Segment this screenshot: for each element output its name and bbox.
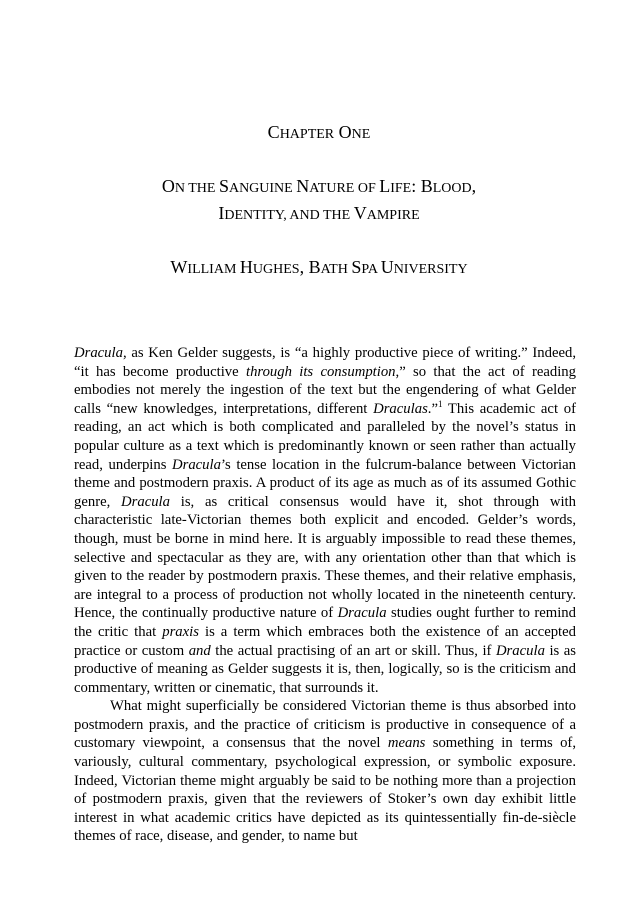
chapter-title [0,174,638,228]
chapter-title-line-1: ON THE SANGUINE NATURE OF LIFE: BLOOD, [161,176,477,196]
author-affiliation: WILLIAM HUGHES, BATH SPA UNIVERSITY [170,257,468,277]
chapter-label: CHAPTER ONE [267,122,371,142]
chapter-title-line-2: IDENTITY, AND THE VAMPIRE [218,203,420,223]
body-text [74,344,576,846]
footnote-marker: 1 [437,398,443,409]
paragraph-2: What might superficially be considered Victorian theme is thus absorbed into postmodern praxis, and the practice of criticism is productive in consequence of a customary viewpoint, a consensus that the novel means something in terms of, variously, cultural commentary, psychological expression, or symbolic exposure. Indeed, Victorian theme might arguably be said to be nothing more than a projection of postmodern praxis, given that the reviewers of Stoker’s own day exhibit little interest in what academic critics have depicted as its quintessentially fin-de-siècle themes of race, disease, and gender, to name but [74,698,576,845]
paragraph-1: Dracula, as Ken Gelder suggests, is “a highly productive piece of writing.” Indeed, “it has become productive through its consumption,” so that the act of reading embodies not merely the ingestion of the text but the engendering of what Gelder calls “new knowledges, interpretations, different Draculas.”$^1$ This academic act of reading, an act which is both complicated and paralleled by the novel’s status in popular culture as a text which is predominantly known or seen rather than actually read, underpins Dracula’s tense location in the fulcrum-balance between Victorian theme and postmodern praxis. A product of its age as much as of its assumed Gothic genre, Dracula is, as critical consensus would have it, shot through with characteristic late-Victorian themes both explicit and encoded. Gelder’s words, though, must be borne in mind here. It is arguably impossible to read these themes, selective and spectacular as they are, with any orientation other than that which is given to the reader by postmodern praxis. These themes, and their relative emphasis, are integral to a process of production not wholly located in the nineteenth century. Hence, the continually productive nature of Dracula studies ought further to remind the critic that praxis is a term which embraces both the existence of an accepted practice or custom and the actual practising of an art or skill. Thus, if Dracula is as productive of meaning as Gelder suggests it is, then, logically, so is the criticism and commentary, written or cinematic, that surrounds it. [74,345,577,696]
